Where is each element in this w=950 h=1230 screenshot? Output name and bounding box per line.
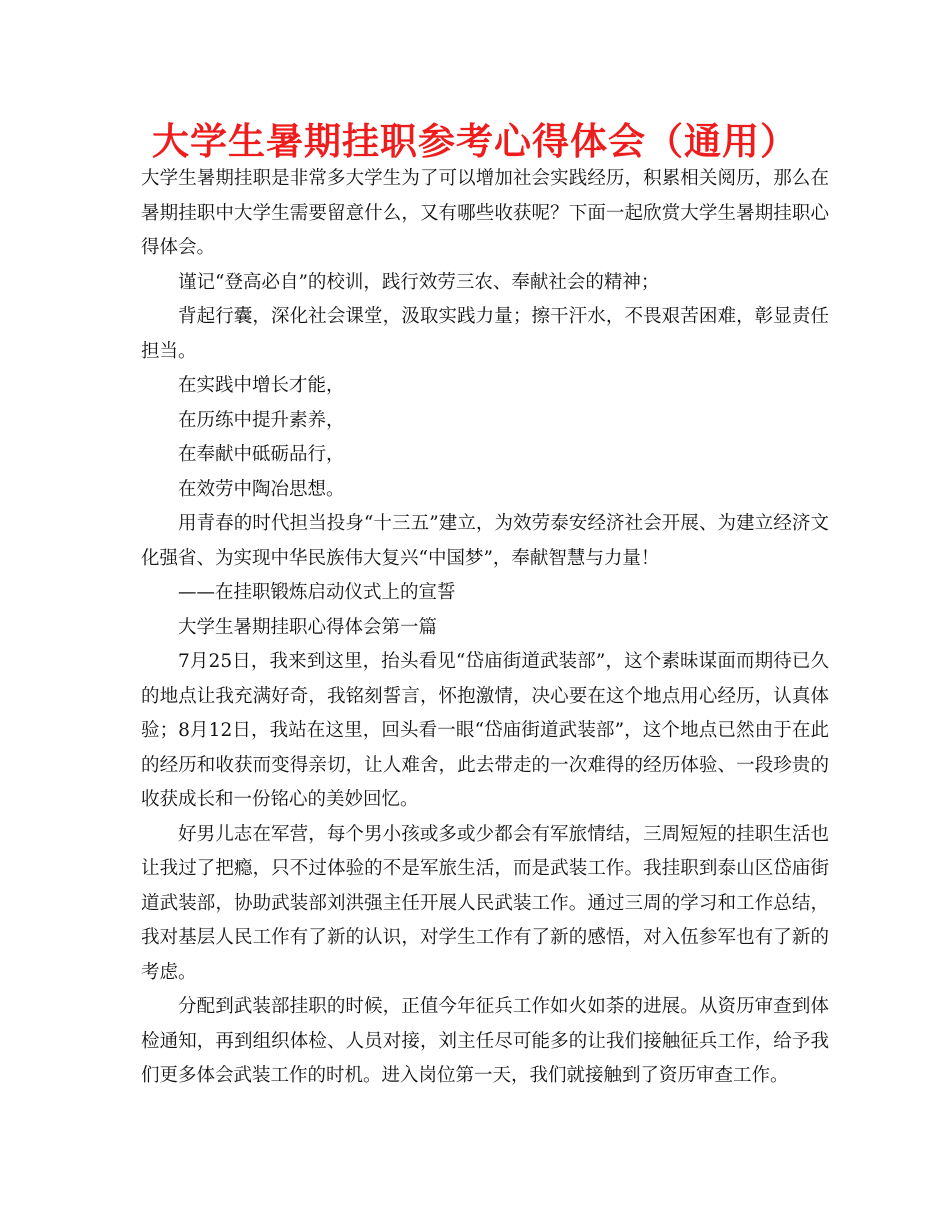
paragraph-intro: 大学生暑期挂职是非常多大学生为了可以增加社会实践经历，积累相关阅历，那么在暑期挂职中大学生需要留意什么，又有哪些收获呢？下面一起欣赏大学生暑期挂职心得体会。 xyxy=(141,168,829,258)
pledge-line-3: 在奉献中砥砺品行， xyxy=(178,444,345,465)
document-title: 大学生暑期挂职参考心得体会（通用） xyxy=(152,120,798,163)
paragraph-motto: 谨记“登高必自”的校训，践行效劳三农、奉献社会的精神； xyxy=(178,271,660,293)
paragraph-military: 好男儿志在军营，每个男小孩或多或少都会有军旅情结，三周短短的挂职生活也让我过了把瘾，只不过体验的不是军旅生活，而是武装工作。我挂职到泰山区岱庙街道武装部，协助武装部刘洪强主任开展人民武装工作。通过三周的学习和工作总结，我对基层人民工作有了新的认识，对学生工作有了新的感悟，对入伍参军也有了新的考虑。 xyxy=(141,823,829,983)
section-heading: 大学生暑期挂职心得体会第一篇 xyxy=(178,616,438,638)
document-body xyxy=(141,162,829,1094)
paragraph-pledge: 背起行囊，深化社会课堂，汲取实践力量；擦干汗水，不畏艰苦困难，彰显责任担当。 xyxy=(141,306,829,362)
pledge-line-1: 在实践中增长才能， xyxy=(178,375,345,396)
paragraph-dedication: 用青春的时代担当投身“十三五”建立，为效劳泰安经济社会开展、为建立经济文化强省、为实现中华民族伟大复兴“中国梦”，奉献智慧与力量！ xyxy=(141,513,829,569)
paragraph-recruitment: 分配到武装部挂职的时候，正值今年征兵工作如火如荼的进展。从资历审查到体检通知，再到组织体检、人员对接，刘主任尽可能多的让我们接触征兵工作，给予我们更多体会武装工作的时机。进入岗位第一天，我们就接触到了资历审查工作。 xyxy=(141,996,829,1086)
pledge-line-2: 在历练中提升素养， xyxy=(178,409,345,431)
paragraph-arrival: 7月25日，我来到这里，抬头看见“岱庙街道武装部”，这个素昧谋面而期待已久的地点让我充满好奇，我铭刻誓言，怀抱激情，决心要在这个地点用心经历，认真体验；8月12日，我站在这里，回头看一眼“岱庙街道武装部”，这个地点已然由于在此的经历和收获而变得亲切，让人难舍，此去带走的一次难得的经历体验、一段珍贵的收获成长和一份铭心的美妙回忆。 xyxy=(141,651,829,810)
paragraph-attribution: ——在挂职锻炼启动仪式上的宣誓 xyxy=(178,582,456,603)
pledge-line-4: 在效劳中陶冶思想。 xyxy=(178,478,345,500)
